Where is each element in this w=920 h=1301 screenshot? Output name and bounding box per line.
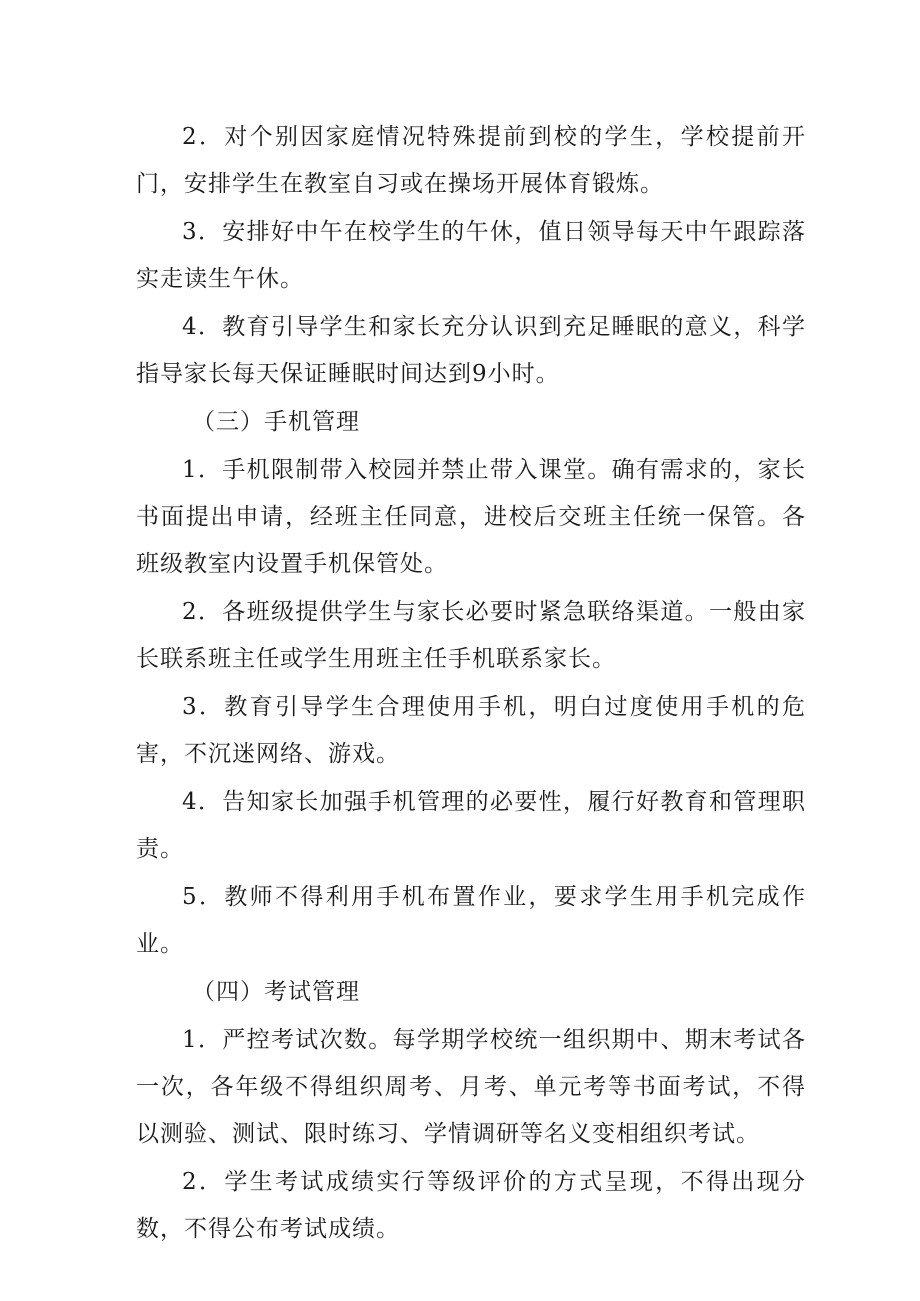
section-heading-phone-management: （三）手机管理 <box>192 409 360 435</box>
paragraph-phone-3: 3．教育引导学生合理使用手机，明白过度使用手机的危害，不沉迷网络、游戏。 <box>136 694 806 767</box>
paragraph-phone-4: 4．告知家长加强手机管理的必要性，履行好教育和管理职责。 <box>136 789 806 862</box>
paragraph-sleep-3: 3．安排好中午在校学生的午休，值日领导每天中午跟踪落实走读生午休。 <box>136 219 806 292</box>
paragraph-exam-2: 2．学生考试成绩实行等级评价的方式呈现，不得出现分数，不得公布考试成绩。 <box>136 1169 806 1242</box>
paragraph-sleep-4: 4．教育引导学生和家长充分认识到充足睡眠的意义，科学指导家长每天保证睡眠时间达到9小时。 <box>136 314 806 387</box>
paragraph-phone-2: 2．各班级提供学生与家长必要时紧急联络渠道。一般由家长联系班主任或学生用班主任手机联系家长。 <box>136 599 806 672</box>
paragraph-sleep-2: 2．对个别因家庭情况特殊提前到校的学生，学校提前开门，安排学生在教室自习或在操场开展体育锻炼。 <box>136 124 806 197</box>
document-body <box>136 114 806 1254</box>
paragraph-exam-1: 1．严控考试次数。每学期学校统一组织期中、期末考试各一次，各年级不得组织周考、月考、单元考等书面考试，不得以测验、测试、限时练习、学情调研等名义变相组织考试。 <box>136 1027 806 1147</box>
section-heading-exam-management: （四）考试管理 <box>192 979 360 1005</box>
paragraph-phone-5: 5．教师不得利用手机布置作业，要求学生用手机完成作业。 <box>136 884 806 957</box>
paragraph-phone-1: 1．手机限制带入校园并禁止带入课堂。确有需求的，家长书面提出申请，经班主任同意，进校后交班主任统一保管。各班级教室内设置手机保管处。 <box>136 457 806 577</box>
